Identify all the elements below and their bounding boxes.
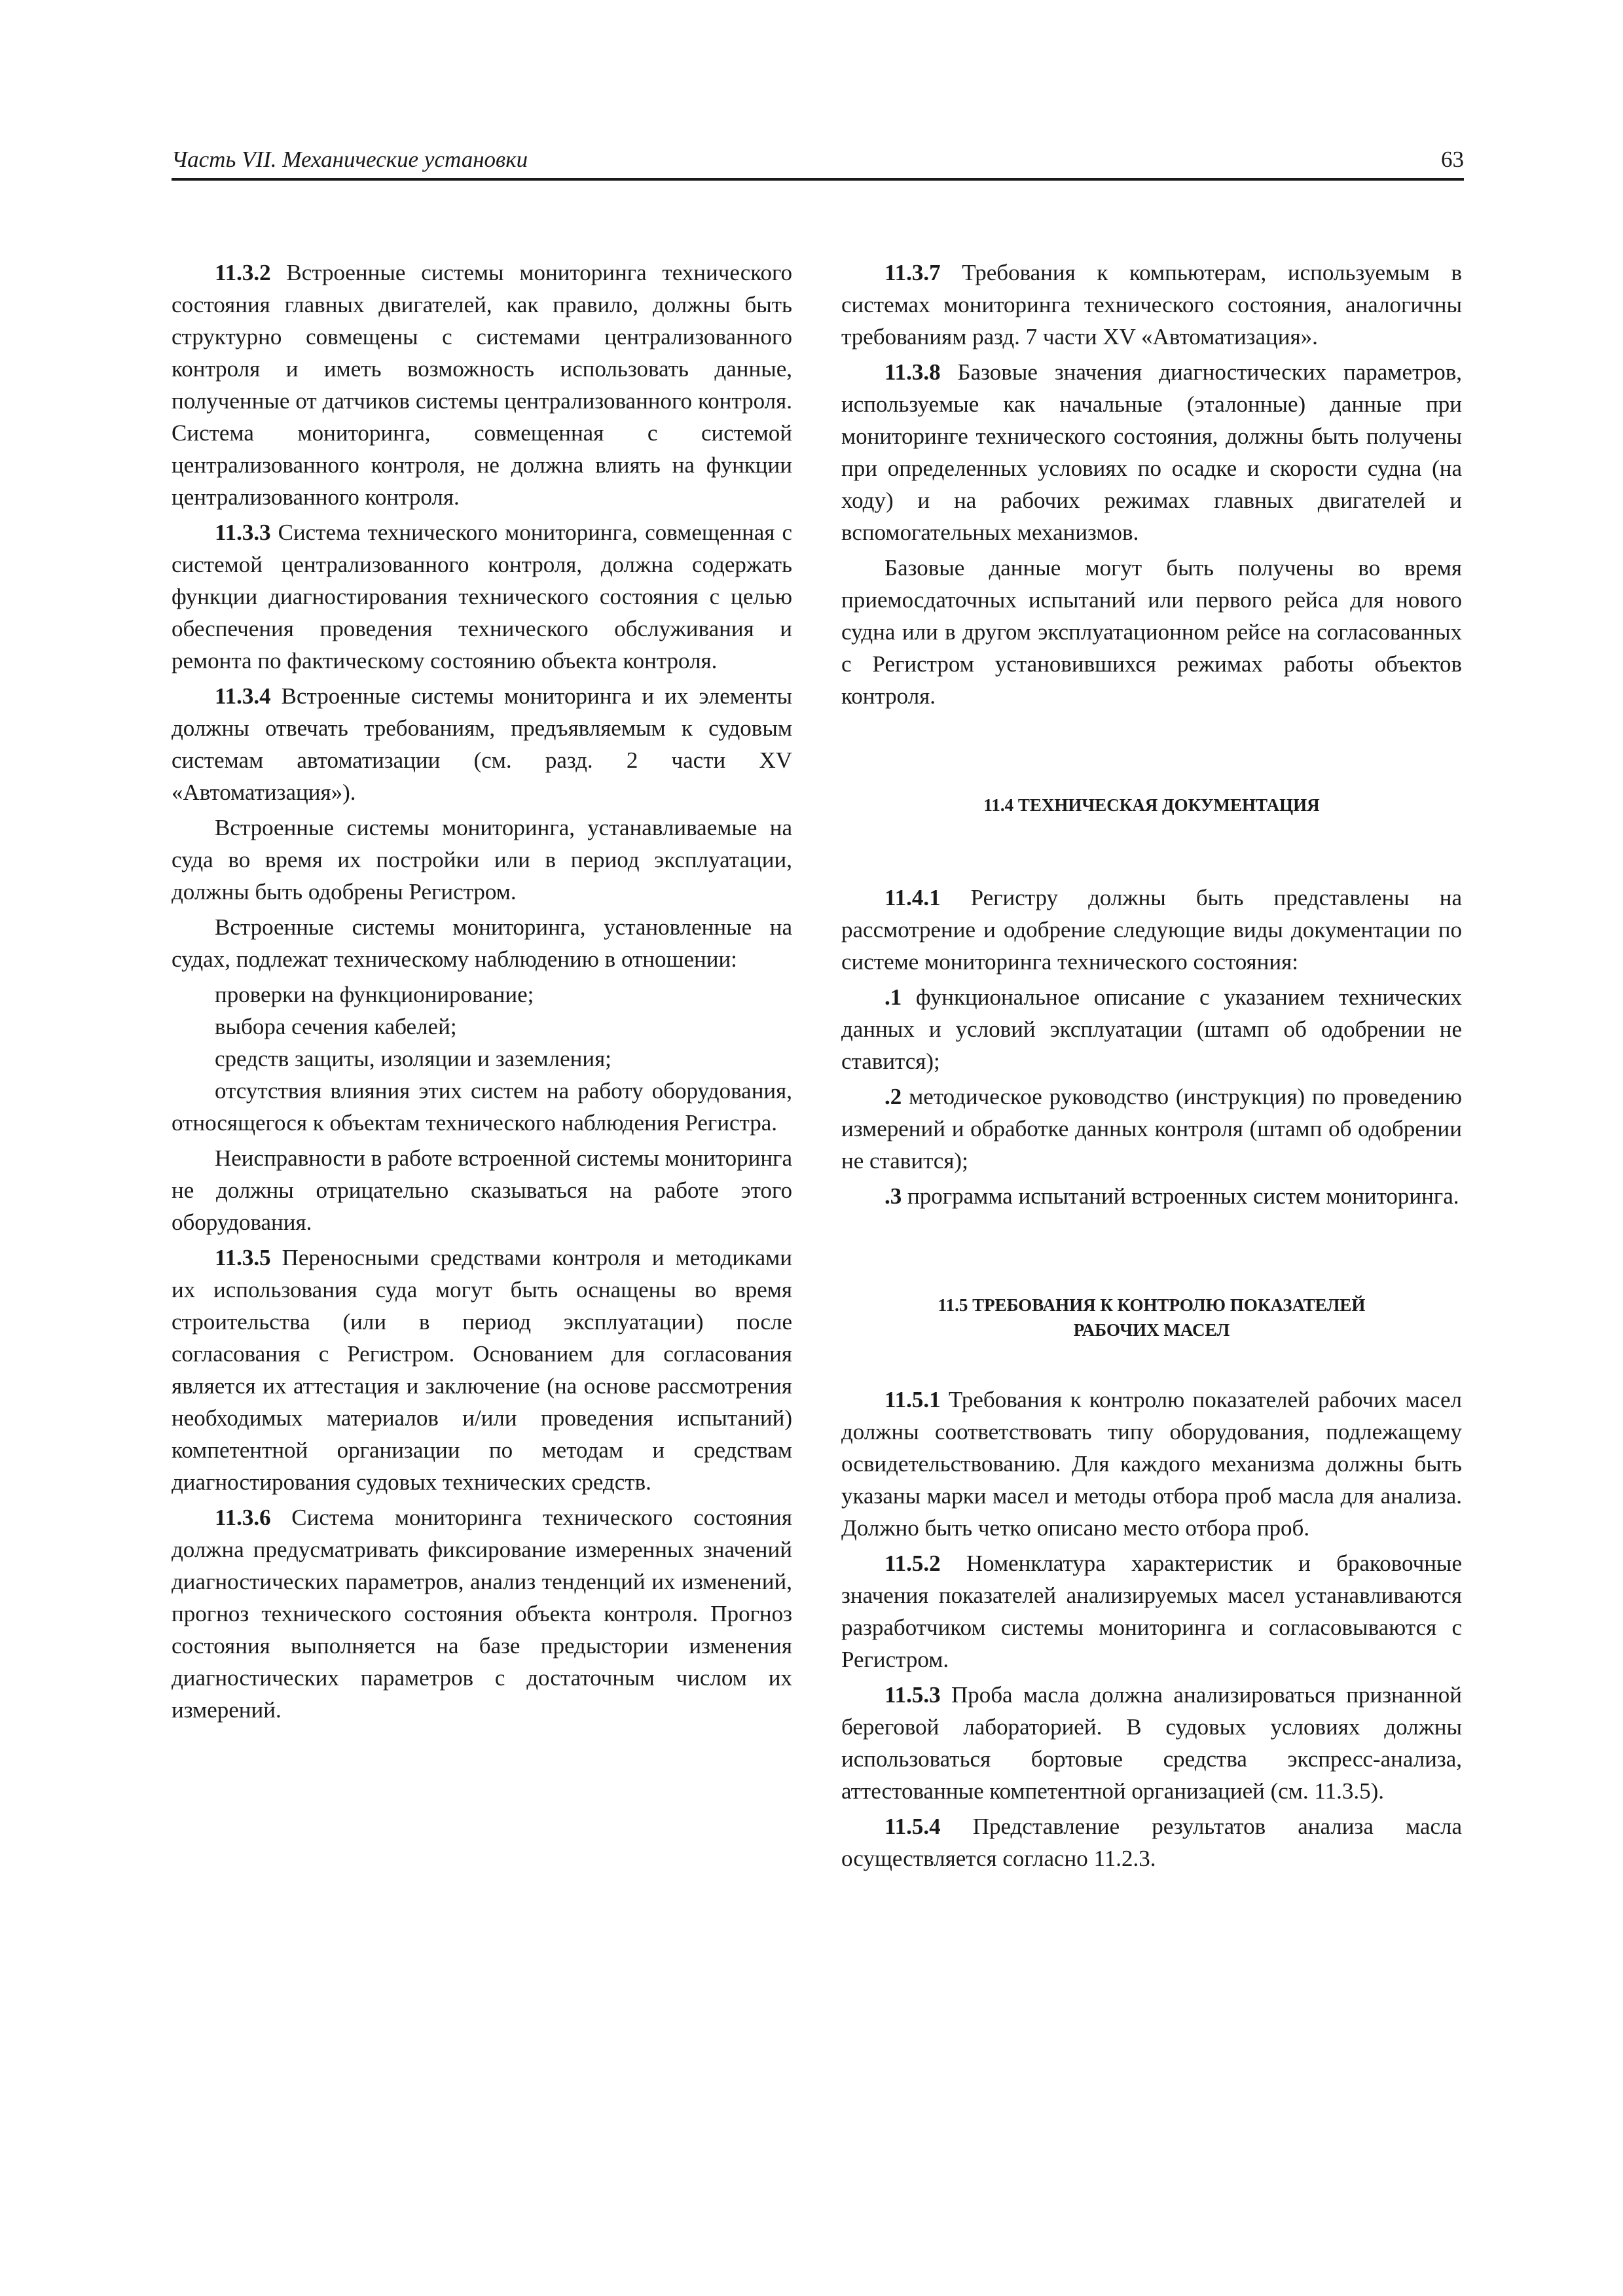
- paragraph-11-3-2: [172, 257, 792, 513]
- paragraph-approval: Встроенные системы мониторинга, устанавливаемые на суда во время их постройки или в период эксплуатации, должны быть одобрены Регистром.: [172, 815, 792, 905]
- clause-number: 11.3.5: [215, 1245, 271, 1270]
- clause-number: 11.5.3: [884, 1682, 941, 1708]
- paragraph-text: Переносными средствами контроля и методиками их использования суда могут быть оснащены во время строительства (или в период эксплуатации) после согласования с Регистром. Основанием для согласования является их аттестация и заключение (на основе рассмотрения необходимых материалов и/или проведения испытаний) компетентной организации по методам и средствам диагностирования судовых технических средств.: [172, 1245, 792, 1495]
- clause-number: 11.3.8: [884, 359, 941, 385]
- item-text: методическое руководство (инструкция) по проведению измерений и обработке данных контроля (штамп об одобрении не ставится);: [841, 1084, 1462, 1174]
- paragraph-text: Система мониторинга технического состояния должна предусматривать фиксирование измеренных значений диагностических параметров, анализ тенденций их изменений, прогноз технического состояния объекта контроля. Прогноз состояния выполняется на базе предыстории изменения диагностических параметров с достаточным числом их измерений.: [172, 1505, 792, 1723]
- clause-number: 11.3.6: [215, 1505, 271, 1530]
- spacer: [841, 1215, 1462, 1293]
- spacer: [841, 715, 1462, 793]
- paragraph-11-4-1: [841, 882, 1462, 978]
- list-item: выбора сечения кабелей;: [215, 1014, 457, 1039]
- paragraph-text: Базовые значения диагностических параметров, используемые как начальные (эталонные) данные при мониторинге технического состояния, должны быть получены при определенных условиях по осадке и скорости судна (на ходу) и на рабочих режимах главных двигателей и вспомогательных механизмов.: [841, 359, 1462, 545]
- list-item: средств защиты, изоляции и заземления;: [215, 1046, 611, 1071]
- running-header: [172, 145, 1464, 181]
- left-column: [172, 257, 792, 1729]
- paragraph-faults: Неисправности в работе встроенной системы мониторинга не должны отрицательно сказываться на работе этого оборудования.: [172, 1145, 792, 1235]
- paragraph-base-data: Базовые данные могут быть получены во время приемосдаточных испытаний или первого рейса для нового судна или в другом эксплуатационном рейсе на согласованных с Регистром установившихся режимах работы объектов контроля.: [841, 555, 1462, 709]
- paragraph-text: Проба масла должна анализироваться признанной береговой лабораторией. В судовых условиях должны использоваться бортовые средства экспресс-анализа, аттестованные компетентной организацией (см. 11.3.5).: [841, 1682, 1462, 1804]
- spacer: [841, 1346, 1462, 1384]
- paragraph-11-3-4: [172, 680, 792, 808]
- running-title: Часть VII. Механические установки: [172, 147, 528, 172]
- page-number: 63: [1441, 147, 1464, 172]
- paragraph-text: Встроенные системы мониторинга технического состояния главных двигателей, как правило, должны быть структурно совмещены с системами централизованного контроля и иметь возможность использовать данные, полученные от датчиков системы централизованного контроля. Система мониторинга, совмещенная с системой централизованного контроля, не должна влиять на функции централизованного контроля.: [172, 260, 792, 510]
- paragraph-text: Встроенные системы мониторинга и их элементы должны отвечать требованиям, предъявляемым к судовым системам автоматизации (см. разд. 2 части XV «Автоматизация»).: [172, 683, 792, 805]
- paragraph-11-5-2: [841, 1547, 1462, 1676]
- item-text: функциональное описание с указанием технических данных и условий эксплуатации (штамп об одобрении не ставится);: [841, 984, 1462, 1074]
- clause-number: 11.5.4: [884, 1814, 941, 1839]
- paragraph-text: Требования к компьютерам, используемым в системах мониторинга технического состояния, аналогичны требованиям разд. 7 части XV «Автоматизация».: [841, 260, 1462, 350]
- clause-number: 11.4.1: [884, 885, 941, 910]
- clause-number: 11.3.4: [215, 683, 271, 709]
- clause-number: 11.5.1: [884, 1387, 941, 1412]
- clause-number: 11.3.2: [215, 260, 271, 285]
- paragraph-11-5-1: [841, 1384, 1462, 1544]
- paragraph-text: Регистру должны быть представлены на рассмотрение и одобрение следующие виды документации по системе мониторинга технического состояния:: [841, 885, 1462, 975]
- paragraph-text: Требования к контролю показателей рабочих масел должны соответствовать типу оборудования, подлежащему освидетельствованию. Для каждого механизма должны быть указаны марки масел и методы отбора проб масла для анализа. Должно быть четко описано место отбора проб.: [841, 1387, 1462, 1541]
- clause-number: 11.3.3: [215, 520, 271, 545]
- paragraph-11-5-3: [841, 1679, 1462, 1807]
- spacer: [841, 821, 1462, 882]
- list-item-2: [841, 1081, 1462, 1177]
- paragraph-11-5-4: [841, 1810, 1462, 1874]
- section-heading-11-5: [841, 1293, 1462, 1342]
- clause-number: 11.3.7: [884, 260, 941, 285]
- paragraph-11-3-8: [841, 356, 1462, 548]
- section-heading-line: РАБОЧИХ МАСЕЛ: [1073, 1320, 1230, 1340]
- paragraph-supervision: Встроенные системы мониторинга, установленные на судах, подлежат техническому наблюдению в отношении:: [172, 914, 792, 972]
- list-item: проверки на функционирование;: [215, 982, 534, 1007]
- paragraph-11-3-7: [841, 257, 1462, 353]
- item-number: .3: [884, 1183, 902, 1209]
- list-item-1: [841, 981, 1462, 1077]
- item-number: .1: [884, 984, 902, 1010]
- list-item-3: [841, 1180, 1462, 1212]
- item-text: программа испытаний встроенных систем мониторинга.: [902, 1183, 1459, 1209]
- item-number: .2: [884, 1084, 902, 1109]
- section-heading-11-4: 11.4 ТЕХНИЧЕСКАЯ ДОКУМЕНТАЦИЯ: [983, 795, 1320, 815]
- list-item: отсутствия влияния этих систем на работу оборудования, относящегося к объектам технического наблюдения Регистра.: [172, 1078, 792, 1136]
- paragraph-text: Номенклатура характеристик и браковочные значения показателей анализируемых масел устанавливаются разработчиком системы мониторинга и согласовываются с Регистром.: [841, 1551, 1462, 1672]
- clause-number: 11.5.2: [884, 1551, 941, 1576]
- paragraph-11-3-3: [172, 516, 792, 677]
- paragraph-text: Система технического мониторинга, совмещенная с системой централизованного контроля, должна содержать функции диагностирования технического состояния с целью обеспечения проведения технического обслуживания и ремонта по фактическому состоянию объекта контроля.: [172, 520, 792, 673]
- paragraph-text: Представление результатов анализа масла осуществляется согласно 11.2.3.: [841, 1814, 1462, 1871]
- paragraph-11-3-6: [172, 1501, 792, 1726]
- paragraph-11-3-5: [172, 1242, 792, 1498]
- right-column: [841, 257, 1462, 1878]
- section-heading-line: 11.5 ТРЕБОВАНИЯ К КОНТРОЛЮ ПОКАЗАТЕЛЕЙ: [938, 1295, 1366, 1315]
